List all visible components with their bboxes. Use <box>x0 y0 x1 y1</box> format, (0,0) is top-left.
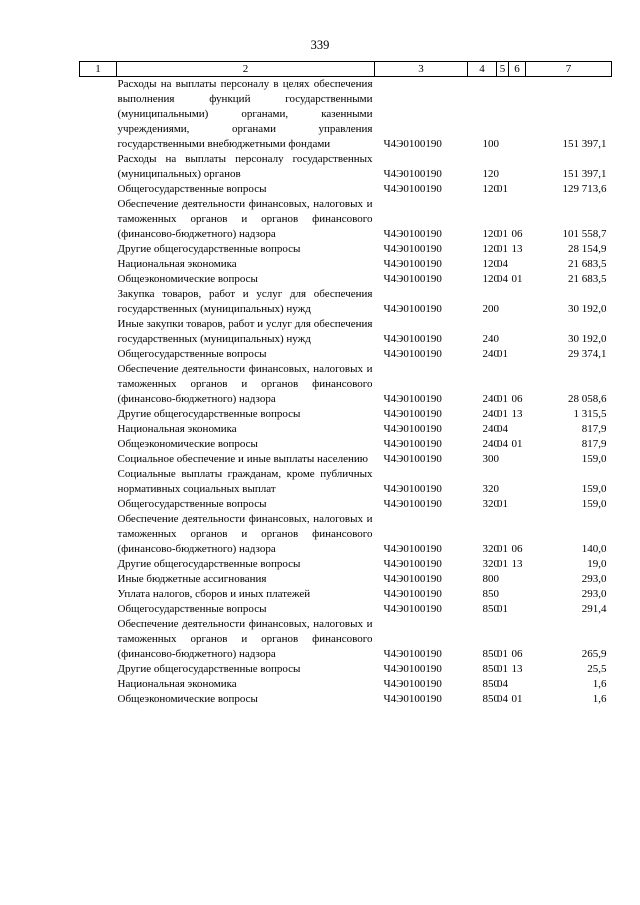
section-cell: 04 <box>497 693 508 705</box>
row-name-cell: Общегосударственные вопросы <box>117 603 267 615</box>
table-row <box>80 617 612 662</box>
header-col-6: 6 <box>509 62 526 77</box>
table-row <box>80 317 612 347</box>
amount-cell: 25,5 <box>587 663 607 675</box>
row-name-cell: Другие общегосударственные вопросы <box>117 408 301 420</box>
page-number: 339 <box>310 38 330 52</box>
row-number-cell <box>80 77 117 153</box>
row-number-cell <box>80 152 117 182</box>
table-row <box>80 692 612 707</box>
subsection-cell <box>509 422 526 437</box>
section-cell: 04 <box>497 273 508 285</box>
expense-type-cell: 240 <box>482 423 499 435</box>
row-number-cell <box>80 242 117 257</box>
table-row <box>80 362 612 407</box>
amount-cell: 1 315,5 <box>573 408 607 420</box>
row-name-cell: Другие общегосударственные вопросы <box>117 243 301 255</box>
row-name-cell: Обеспечение деятельности финансовых, налоговых и таможенных органов и органов финансового (финансово-бюджетного) надзора <box>117 513 373 555</box>
row-name-cell: Обеспечение деятельности финансовых, налоговых и таможенных органов и органов финансового (финансово-бюджетного) надзора <box>117 198 373 240</box>
section-cell: 01 <box>497 603 508 615</box>
table-row <box>80 197 612 242</box>
row-name-cell: Расходы на выплаты персоналу государственных (муниципальных) органов <box>117 153 373 180</box>
section-cell: 01 <box>497 243 508 255</box>
target-article-cell: Ч4Э0100190 <box>383 243 442 255</box>
subsection-cell: 01 <box>511 438 523 450</box>
amount-cell: 30 192,0 <box>568 333 607 345</box>
row-name-cell: Другие общегосударственные вопросы <box>117 663 301 675</box>
row-name-cell: Общеэкономические вопросы <box>117 273 258 285</box>
row-name-cell: Общеэкономические вопросы <box>117 693 258 705</box>
section-cell: 01 <box>497 393 508 405</box>
amount-cell: 28 154,9 <box>568 243 607 255</box>
subsection-cell <box>509 347 526 362</box>
table-row <box>80 452 612 467</box>
section-cell: 01 <box>497 543 508 555</box>
row-number-cell <box>80 422 117 437</box>
amount-cell: 159,0 <box>581 483 607 495</box>
subsection-cell <box>509 287 526 317</box>
target-article-cell: Ч4Э0100190 <box>383 543 442 555</box>
expense-type-cell: 240 <box>482 333 499 345</box>
table-row <box>80 257 612 272</box>
target-article-cell: Ч4Э0100190 <box>383 333 442 345</box>
amount-cell: 817,9 <box>581 423 607 435</box>
table-row <box>80 497 612 512</box>
row-name-cell: Общегосударственные вопросы <box>117 348 267 360</box>
section-cell: 01 <box>497 408 508 420</box>
table-body <box>80 77 612 708</box>
row-number-cell <box>80 452 117 467</box>
target-article-cell: Ч4Э0100190 <box>383 168 442 180</box>
amount-cell: 151 397,1 <box>562 138 607 150</box>
expense-type-cell: 850 <box>482 588 499 600</box>
subsection-cell <box>509 77 526 153</box>
header-col-2: 2 <box>117 62 375 77</box>
amount-cell: 159,0 <box>581 453 607 465</box>
expense-type-cell: 320 <box>482 558 499 570</box>
table-row <box>80 407 612 422</box>
subsection-cell: 01 <box>511 273 523 285</box>
row-number-cell <box>80 557 117 572</box>
target-article-cell: Ч4Э0100190 <box>383 408 442 420</box>
row-name-cell: Закупка товаров, работ и услуг для обеспечения государственных (муниципальных) нужд <box>117 288 373 315</box>
table-row <box>80 587 612 602</box>
row-number-cell <box>80 197 117 242</box>
table-row <box>80 287 612 317</box>
amount-cell: 21 683,5 <box>568 273 607 285</box>
row-name-cell: Общегосударственные вопросы <box>117 498 267 510</box>
target-article-cell: Ч4Э0100190 <box>383 303 442 315</box>
target-article-cell: Ч4Э0100190 <box>383 483 442 495</box>
target-article-cell: Ч4Э0100190 <box>383 138 442 150</box>
expense-type-cell: 200 <box>482 303 499 315</box>
row-name-cell: Общегосударственные вопросы <box>117 183 267 195</box>
subsection-cell <box>509 257 526 272</box>
target-article-cell: Ч4Э0100190 <box>383 558 442 570</box>
amount-cell: 1,6 <box>592 693 607 705</box>
row-number-cell <box>80 437 117 452</box>
target-article-cell: Ч4Э0100190 <box>383 678 442 690</box>
row-name-cell: Общеэкономические вопросы <box>117 438 258 450</box>
target-article-cell: Ч4Э0100190 <box>383 453 442 465</box>
subsection-cell: 13 <box>511 663 523 675</box>
target-article-cell: Ч4Э0100190 <box>383 348 442 360</box>
section-cell: 04 <box>497 438 508 450</box>
header-col-3: 3 <box>375 62 468 77</box>
section-cell: 04 <box>497 423 508 435</box>
header-col-4: 4 <box>468 62 497 77</box>
row-number-cell <box>80 182 117 197</box>
expense-type-cell: 800 <box>482 573 499 585</box>
row-number-cell <box>80 677 117 692</box>
target-article-cell: Ч4Э0100190 <box>383 273 442 285</box>
row-number-cell <box>80 662 117 677</box>
section-cell: 01 <box>497 183 508 195</box>
row-name-cell: Иные бюджетные ассигнования <box>117 573 267 585</box>
expense-type-cell: 240 <box>482 408 499 420</box>
row-name-cell: Национальная экономика <box>117 258 237 270</box>
table-row <box>80 662 612 677</box>
target-article-cell: Ч4Э0100190 <box>383 573 442 585</box>
row-name-cell: Уплата налогов, сборов и иных платежей <box>117 588 311 600</box>
amount-cell: 293,0 <box>581 573 607 585</box>
expense-type-cell: 850 <box>482 678 499 690</box>
table-row <box>80 182 612 197</box>
row-name-cell: Иные закупки товаров, работ и услуг для обеспечения государственных (муниципальных) нужд <box>117 318 373 345</box>
amount-cell: 265,9 <box>581 648 607 660</box>
budget-table <box>79 61 612 707</box>
expense-type-cell: 120 <box>482 168 499 180</box>
amount-cell: 29 374,1 <box>568 348 607 360</box>
amount-cell: 159,0 <box>581 498 607 510</box>
section-cell: 01 <box>497 498 508 510</box>
table-row <box>80 572 612 587</box>
amount-cell: 30 192,0 <box>568 303 607 315</box>
table-row <box>80 467 612 497</box>
subsection-cell: 06 <box>511 228 523 240</box>
expense-type-cell: 320 <box>482 498 499 510</box>
subsection-cell: 01 <box>511 693 523 705</box>
expense-type-cell: 120 <box>482 183 499 195</box>
expense-type-cell: 120 <box>482 243 499 255</box>
expense-type-cell: 100 <box>482 138 499 150</box>
row-number-cell <box>80 692 117 707</box>
row-number-cell <box>80 572 117 587</box>
row-name-cell: Национальная экономика <box>117 678 237 690</box>
target-article-cell: Ч4Э0100190 <box>383 393 442 405</box>
expense-type-cell: 240 <box>482 438 499 450</box>
section-cell: 01 <box>497 558 508 570</box>
subsection-cell <box>509 452 526 467</box>
header-col-7: 7 <box>526 62 612 77</box>
expense-type-cell: 320 <box>482 483 499 495</box>
table-row <box>80 272 612 287</box>
section-cell: 01 <box>497 663 508 675</box>
amount-cell: 817,9 <box>581 438 607 450</box>
row-number-cell <box>80 317 117 347</box>
expense-type-cell: 120 <box>482 228 499 240</box>
expense-type-cell: 240 <box>482 348 499 360</box>
expense-type-cell: 240 <box>482 393 499 405</box>
row-name-cell: Другие общегосударственные вопросы <box>117 558 301 570</box>
row-number-cell <box>80 497 117 512</box>
row-number-cell <box>80 587 117 602</box>
table-row <box>80 557 612 572</box>
amount-cell: 151 397,1 <box>562 168 607 180</box>
subsection-cell <box>509 182 526 197</box>
expense-type-cell: 320 <box>482 543 499 555</box>
subsection-cell <box>509 152 526 182</box>
subsection-cell: 06 <box>511 648 523 660</box>
header-col-1: 1 <box>80 62 117 77</box>
expense-type-cell: 850 <box>482 663 499 675</box>
header-row <box>80 62 612 77</box>
target-article-cell: Ч4Э0100190 <box>383 663 442 675</box>
expense-type-cell: 850 <box>482 648 499 660</box>
subsection-cell <box>509 572 526 587</box>
subsection-cell: 06 <box>511 543 523 555</box>
subsection-cell: 13 <box>511 243 523 255</box>
section-cell: 01 <box>497 228 508 240</box>
row-name-cell: Обеспечение деятельности финансовых, налоговых и таможенных органов и органов финансового (финансово-бюджетного) надзора <box>117 363 373 405</box>
row-number-cell <box>80 347 117 362</box>
row-number-cell <box>80 617 117 662</box>
expense-type-cell: 120 <box>482 258 499 270</box>
table-row <box>80 77 612 153</box>
table-row <box>80 242 612 257</box>
table-row <box>80 152 612 182</box>
table-row <box>80 422 612 437</box>
target-article-cell: Ч4Э0100190 <box>383 258 442 270</box>
amount-cell: 1,6 <box>592 678 607 690</box>
target-article-cell: Ч4Э0100190 <box>383 498 442 510</box>
amount-cell: 101 558,7 <box>562 228 607 240</box>
target-article-cell: Ч4Э0100190 <box>383 648 442 660</box>
amount-cell: 291,4 <box>581 603 607 615</box>
table-row <box>80 512 612 557</box>
subsection-cell: 13 <box>511 408 523 420</box>
table-row <box>80 437 612 452</box>
amount-cell: 140,0 <box>581 543 607 555</box>
subsection-cell <box>509 602 526 617</box>
row-number-cell <box>80 407 117 422</box>
target-article-cell: Ч4Э0100190 <box>383 423 442 435</box>
row-number-cell <box>80 467 117 497</box>
row-number-cell <box>80 362 117 407</box>
amount-cell: 21 683,5 <box>568 258 607 270</box>
amount-cell: 293,0 <box>581 588 607 600</box>
target-article-cell: Ч4Э0100190 <box>383 588 442 600</box>
section-cell: 04 <box>497 258 508 270</box>
row-name-cell: Национальная экономика <box>117 423 237 435</box>
expense-type-cell: 850 <box>482 693 499 705</box>
header-col-5: 5 <box>497 62 509 77</box>
row-name-cell: Социальное обеспечение и иные выплаты населению <box>117 453 369 465</box>
target-article-cell: Ч4Э0100190 <box>383 693 442 705</box>
table-header <box>80 62 612 77</box>
subsection-cell <box>509 587 526 602</box>
subsection-cell: 13 <box>511 558 523 570</box>
target-article-cell: Ч4Э0100190 <box>383 228 442 240</box>
row-name-cell: Обеспечение деятельности финансовых, налоговых и таможенных органов и органов финансового (финансово-бюджетного) надзора <box>117 618 373 660</box>
table-row <box>80 677 612 692</box>
amount-cell: 28 058,6 <box>568 393 607 405</box>
target-article-cell: Ч4Э0100190 <box>383 438 442 450</box>
subsection-cell <box>509 317 526 347</box>
target-article-cell: Ч4Э0100190 <box>383 603 442 615</box>
table-row <box>80 347 612 362</box>
amount-cell: 129 713,6 <box>562 183 607 195</box>
expense-type-cell: 120 <box>482 273 499 285</box>
row-number-cell <box>80 602 117 617</box>
expense-type-cell: 850 <box>482 603 499 615</box>
expense-type-cell: 300 <box>482 453 499 465</box>
subsection-cell <box>509 497 526 512</box>
amount-cell: 19,0 <box>587 558 607 570</box>
row-number-cell <box>80 512 117 557</box>
subsection-cell: 06 <box>511 393 523 405</box>
table-row <box>80 602 612 617</box>
row-number-cell <box>80 257 117 272</box>
section-cell: 04 <box>497 678 508 690</box>
row-name-cell: Социальные выплаты гражданам, кроме публичных нормативных социальных выплат <box>117 468 373 495</box>
target-article-cell: Ч4Э0100190 <box>383 183 442 195</box>
row-number-cell <box>80 272 117 287</box>
subsection-cell <box>509 467 526 497</box>
section-cell: 01 <box>497 348 508 360</box>
row-number-cell <box>80 287 117 317</box>
row-name-cell: Расходы на выплаты персоналу в целях обеспечения выполнения функций государственными (муниципальными) органами, казенными учреждениями, органами управления государственными внебюджетными фондами <box>117 78 373 150</box>
subsection-cell <box>509 677 526 692</box>
section-cell: 01 <box>497 648 508 660</box>
